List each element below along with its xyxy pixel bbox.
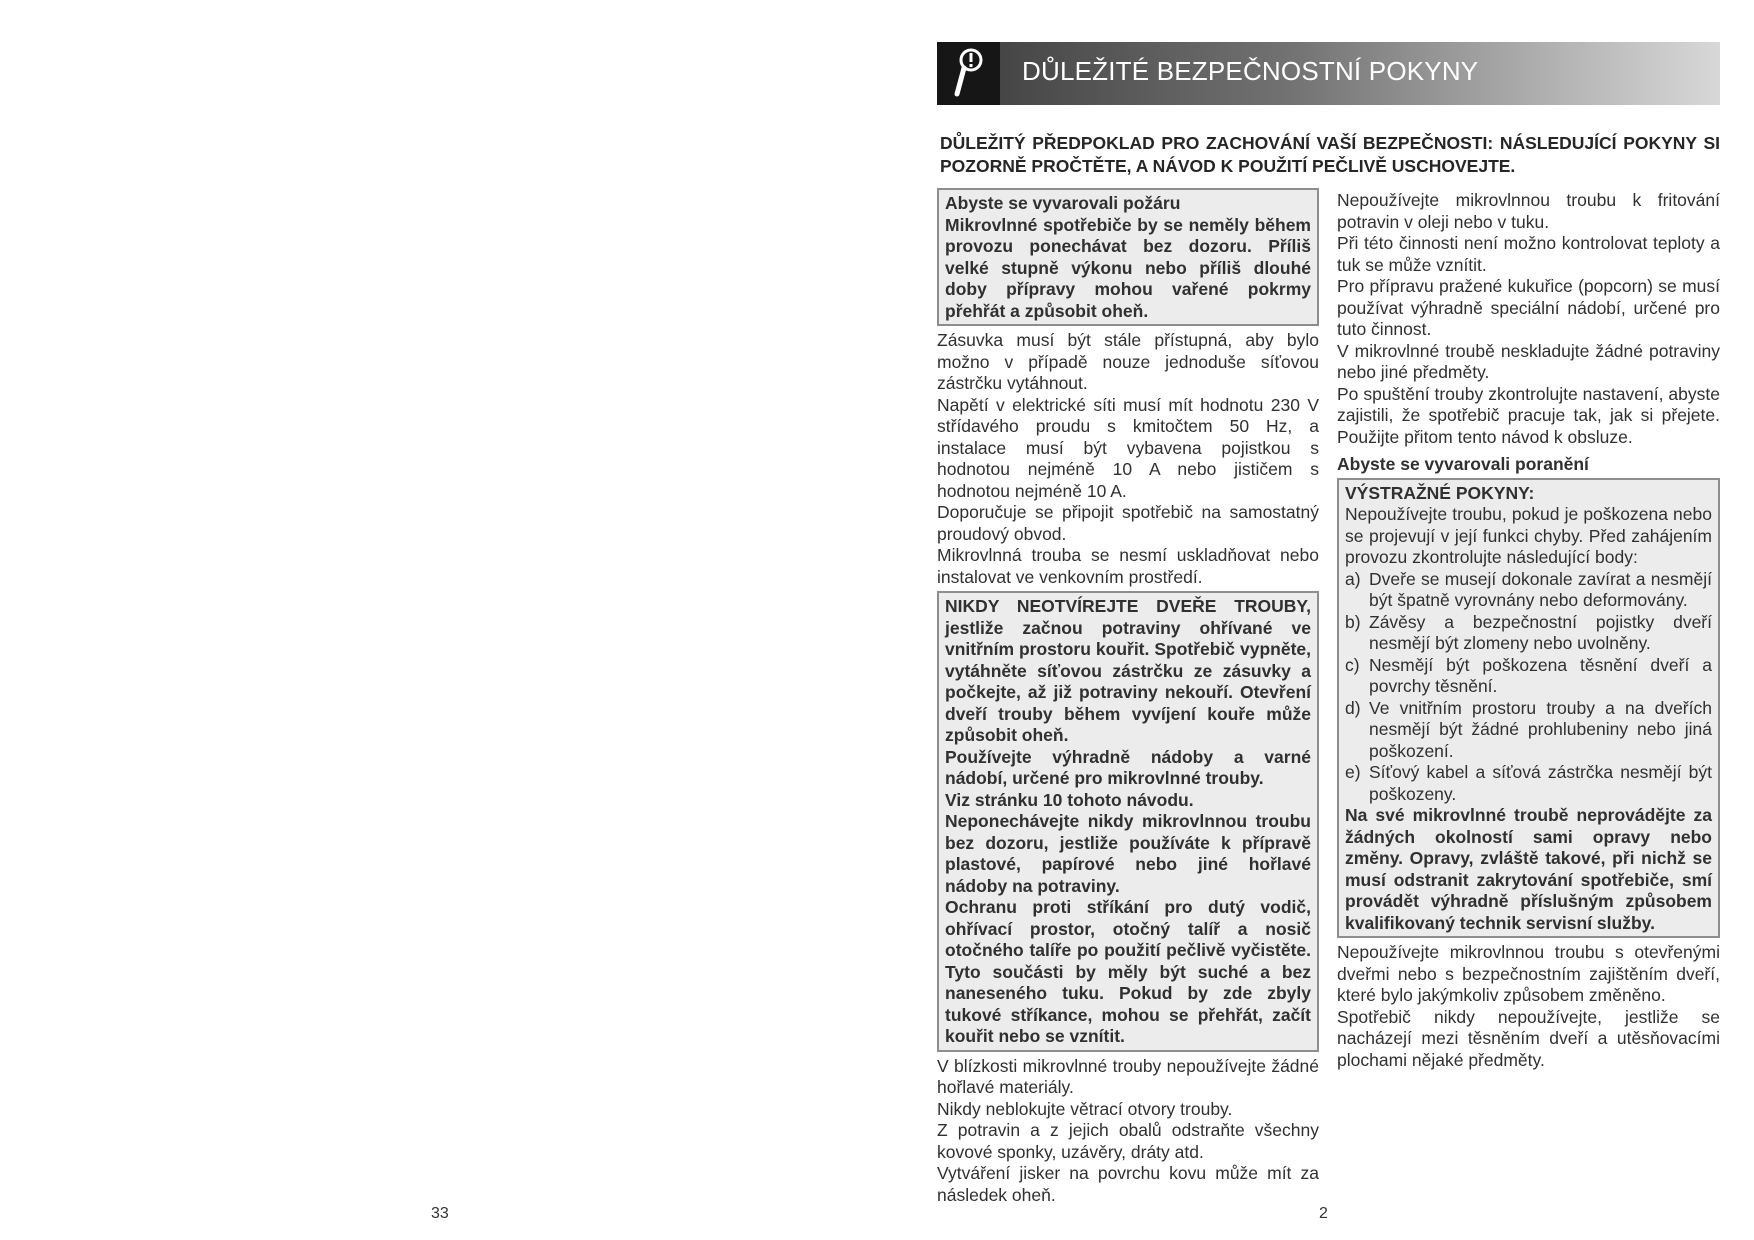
injury-warning-box: [1337, 478, 1720, 939]
box-paragraph: Viz stránku 10 tohoto návodu.: [945, 789, 1194, 810]
injury-heading: Abyste se vyvarovali poranění: [1337, 454, 1589, 474]
paragraph: Z potravin a z jejich obalů odstraňte všechny kovové sponky, uzávěry, dráty atd.: [937, 1120, 1319, 1162]
paragraph: V blízkosti mikrovlnné trouby nepoužívejte žádné hořlavé materiály.: [937, 1055, 1319, 1097]
right-column: [1337, 190, 1720, 1071]
box-paragraph: Ochranu proti stříkání pro dutý vodič, ohřívací prostor, otočný talíř a nosič otočného talíře po použití pečlivě vyčistěte. Tyto součásti by měly být suché a bez naneseného tuku. Pokud by zde zbyly tukové stříkance, mohou se přehřát, začít kouřit nebo se vznítit.: [945, 897, 1311, 1046]
page-number-left: 33: [431, 1205, 449, 1222]
paragraph: Zásuvka musí být stále přístupná, aby bylo možno v případě nouze jednoduše síťovou zástrčku vytáhnout.: [937, 330, 1319, 393]
left-column: [937, 188, 1319, 1206]
list-item-text: Dveře se musejí dokonale zavírat a nesmějí být špatně vyrovnány nebo deformovány.: [1369, 568, 1712, 610]
warning-box-title: VÝSTRAŽNÉ POKYNY:: [1345, 482, 1535, 503]
box-paragraph: Používejte výhradně nádoby a varné nádobí, určené pro mikrovlnné trouby.: [945, 746, 1311, 788]
paragraph: Doporučuje se připojit spotřebič na samostatný proudový obvod.: [937, 502, 1319, 544]
paragraph: Mikrovlnná trouba se nesmí uskladňovat nebo instalovat ve venkovním prostředí.: [937, 545, 1319, 587]
paragraph: Nepoužívejte mikrovlnnou troubu k fritování potravin v oleji nebo v tuku.: [1337, 190, 1720, 232]
page-number-right: 2: [1319, 1205, 1328, 1222]
paragraph: V mikrovlnné troubě neskladujte žádné potraviny nebo jiné předměty.: [1337, 340, 1720, 382]
list-item: [1345, 569, 1712, 612]
paragraph: Nikdy neblokujte větrací otvory trouby.: [937, 1098, 1233, 1119]
intro-warning: DŮLEŽITÝ PŘEDPOKLAD PRO ZACHOVÁNÍ VAŠÍ BEZPEČNOSTI: NÁSLEDUJÍCÍ POKYNY SI POZORNĚ PROČTĚTE, A NÁVOD K POUŽITÍ PEČLIVĚ USCHOVEJTE.: [940, 133, 1720, 176]
paragraph: Vytváření jisker na povrchu kovu může mít za následek oheň.: [937, 1163, 1319, 1205]
paragraph: Spotřebič nikdy nepoužívejte, jestliže se nacházejí mezi těsněním dveří a utěsňovacími plochami nějaké předměty.: [1337, 1006, 1720, 1070]
list-item-key: c): [1345, 654, 1360, 675]
paragraph: Napětí v elektrické síti musí mít hodnotu 230 V střídavého proudu s kmitočtem 50 Hz, a instalace musí být vybavena pojistkou s hodnotou nejméně 10 A nebo jističem s hodnotou nejméně 10 A.: [937, 394, 1319, 501]
list-item-key: a): [1345, 568, 1361, 589]
list-item-key: b): [1345, 611, 1361, 632]
paragraph: Po spuštění trouby zkontrolujte nastavení, abyste zajistili, že spotřebič pracuje tak, jak si přejete. Použijte přitom tento návod k obsluze.: [1337, 383, 1720, 447]
paragraph: Nepoužívejte mikrovlnnou troubu s otevřenými dveřmi nebo s bezpečnostním zajištěním dveří, které bylo jakýmkoliv způsobem změněno.: [1337, 942, 1720, 1005]
list-item: [1345, 655, 1712, 698]
list-item-text: Závěsy a bezpečnostní pojistky dveří nesmějí být zlomeny nebo uvolněny.: [1369, 611, 1712, 653]
paragraph: Pro přípravu pražené kukuřice (popcorn) se musí používat výhradně speciální nádobí, určené pro tuto činnost.: [1337, 276, 1720, 339]
warning-box-intro: Nepoužívejte troubu, pokud je poškozena nebo se projevují v její funkci chyby. Před zahájením provozu zkontrolujte následující body:: [1345, 504, 1712, 567]
list-item-text: Síťový kabel a síťová zástrčka nesmějí být poškozeny.: [1369, 762, 1712, 804]
list-item-key: d): [1345, 697, 1361, 718]
door-warning-box: [937, 591, 1319, 1052]
box-paragraph: Neponechávejte nikdy mikrovlnnou troubu bez dozoru, jestliže používáte k přípravě plastové, papírové nebo jiné hořlavé nádoby na potraviny.: [945, 811, 1311, 896]
fire-warning-box: [937, 188, 1319, 326]
list-item: [1345, 612, 1712, 655]
paragraph: Při této činnosti není možno kontrolovat teploty a tuk se může vznítit.: [1337, 233, 1720, 275]
box-paragraph: NIKDY NEOTVÍREJTE DVEŘE TROUBY, jestliže začnou potraviny ohřívané ve vnitřním prostoru kouřit. Spotřebič vypněte, vytáhněte síťovou zástrčku ze zásuvky a počkejte, až již potraviny nekouří. Otevření dveří trouby během vyvíjení kouře může způsobit oheň.: [945, 596, 1311, 745]
warning-box-bold-text: Na své mikrovlnné troubě neprovádějte za žádných okolností sami opravy nebo změny. Opravy, zvláště takové, při nichž se musí odstranit zakrytování spotřebiče, smí provádět výhradně příslušným způsobem kvalifikovaný technik servisní služby.: [1345, 805, 1712, 933]
list-item: [1345, 762, 1712, 805]
page-title: DŮLEŽITÉ BEZPEČNOSTNÍ POKYNY: [1022, 56, 1479, 86]
fire-box-text: Mikrovlnné spotřebiče by se neměly během provozu ponechávat bez dozoru. Příliš velké stupně výkonu nebo příliš dlouhé doby přípravy mohou vařené pokrmy přehřát a způsobit oheň.: [945, 214, 1311, 321]
list-item: [1345, 698, 1712, 763]
list-item-text: Nesmějí být poškozena těsnění dveří a povrchy těsnění.: [1369, 654, 1712, 696]
fire-box-heading: Abyste se vyvarovali požáru: [945, 193, 1181, 213]
list-item-text: Ve vnitřním prostoru trouby a na dveřích nesmějí být žádné prohlubeniny nebo jiná poškození.: [1369, 697, 1712, 761]
list-item-key: e): [1345, 762, 1361, 782]
exclamation-magnifier-icon: [937, 42, 1000, 105]
